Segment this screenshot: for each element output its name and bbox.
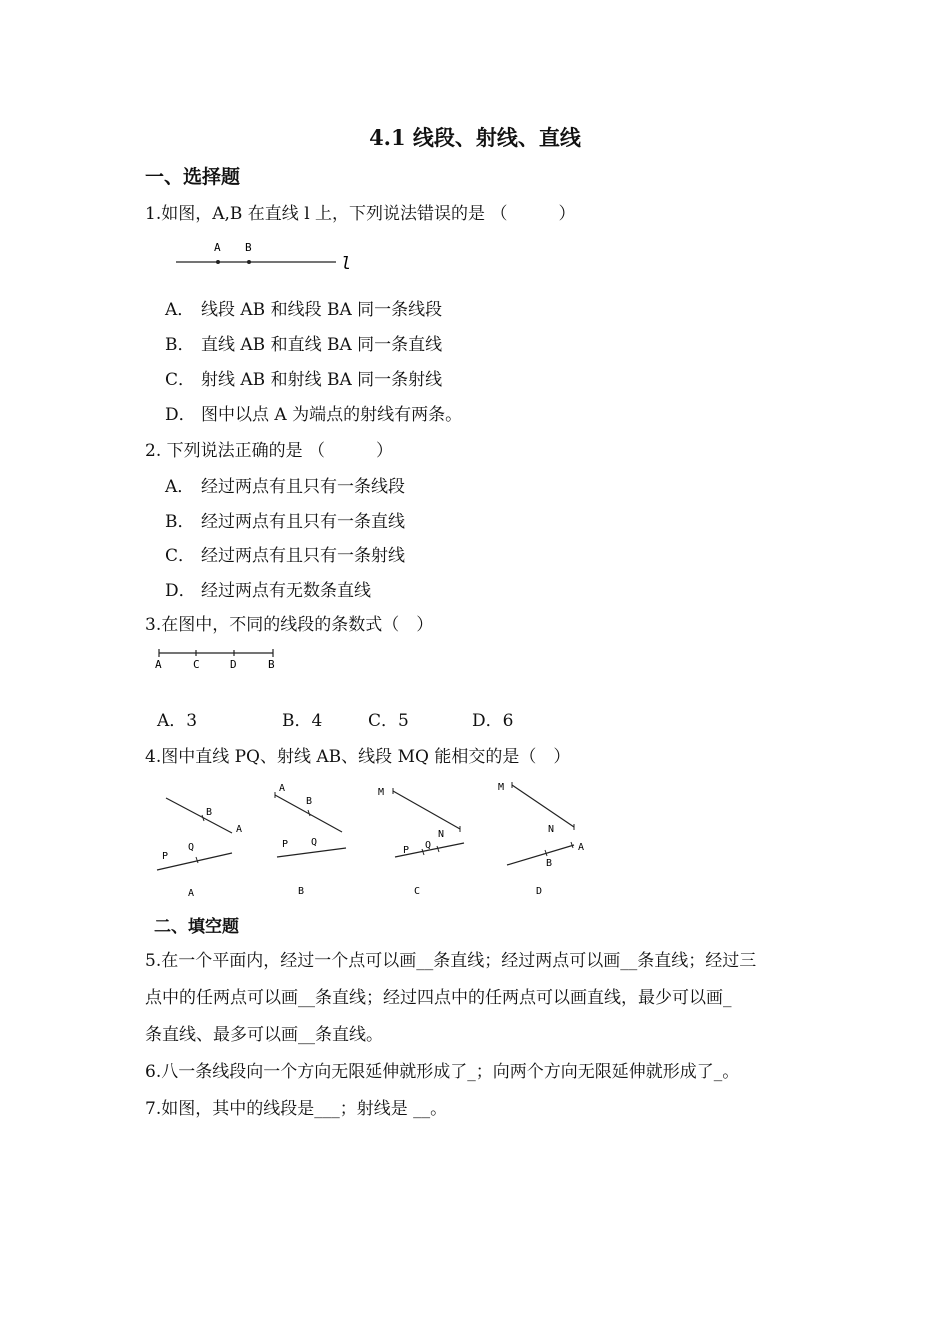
q4-caption-a: A bbox=[188, 888, 195, 899]
point-label-B: B bbox=[268, 658, 275, 671]
q2-option-a: A． 经过两点有且只有一条线段 bbox=[165, 477, 405, 497]
point-label-A: A bbox=[214, 241, 221, 254]
q4-panel-d bbox=[498, 782, 584, 897]
q3-option-a: A．3 bbox=[157, 711, 198, 731]
question-3-figure bbox=[150, 646, 290, 674]
question-5-line-2: 点中的任两点可以画__条直线；经过四点中的任两点可以画直线，最少可以画_ bbox=[145, 988, 732, 1008]
svg-text:N: N bbox=[438, 829, 445, 840]
question-5-line-1: 5.在一个平面内，经过一个点可以画__条直线；经过两点可以画__条直线；经过三 bbox=[145, 951, 757, 971]
svg-text:Q: Q bbox=[311, 837, 318, 848]
q2-option-d: D． 经过两点有无数条直线 bbox=[165, 581, 371, 601]
svg-text:M: M bbox=[378, 787, 385, 798]
svg-text:P: P bbox=[162, 851, 169, 862]
q1-option-d: D． 图中以点 A 为端点的射线有两条。 bbox=[165, 405, 463, 425]
svg-text:B: B bbox=[206, 807, 213, 818]
section-heading-choice: 一、选择题 bbox=[145, 166, 241, 188]
q4-caption-c: C bbox=[414, 886, 421, 897]
section-heading-fill: 二、填空题 bbox=[154, 917, 239, 937]
question-6: 6.八一条线段向一个方向无限延伸就形成了_；向两个方向无限延伸就形成了_。 bbox=[145, 1062, 740, 1082]
svg-text:A: A bbox=[236, 824, 243, 835]
q4-caption-b: B bbox=[298, 886, 305, 897]
q1-option-c: C． 射线 AB 和射线 BA 同一条射线 bbox=[165, 370, 443, 390]
q1-option-a: A． 线段 AB 和线段 BA 同一条线段 bbox=[165, 300, 443, 320]
point-label-D: D bbox=[230, 658, 237, 671]
question-1-figure bbox=[170, 238, 370, 274]
point-label-B: B bbox=[245, 241, 252, 254]
svg-text:M: M bbox=[498, 782, 505, 793]
page-title: 4.1 线段、射线、直线 bbox=[369, 125, 581, 150]
svg-text:P: P bbox=[282, 839, 289, 850]
q2-option-c: C． 经过两点有且只有一条射线 bbox=[165, 546, 405, 566]
q4-panel-c bbox=[378, 787, 464, 897]
svg-text:Q: Q bbox=[188, 842, 195, 853]
q3-option-b: B．4 bbox=[282, 711, 323, 731]
question-4-figure bbox=[150, 775, 600, 900]
point-label-C: C bbox=[193, 658, 200, 671]
q1-option-b: B． 直线 AB 和直线 BA 同一条直线 bbox=[165, 335, 443, 355]
point-label-A: A bbox=[155, 658, 162, 671]
q4-panel-a bbox=[157, 798, 242, 899]
question-1-stem: 1.如图，A,B 在直线 l 上，下列说法错误的是 （ ） bbox=[145, 204, 576, 224]
svg-text:N: N bbox=[548, 824, 555, 835]
line-label-l: l bbox=[341, 254, 352, 274]
question-3-stem: 3.在图中，不同的线段的条数式（ ） bbox=[145, 615, 434, 635]
svg-text:B: B bbox=[546, 858, 553, 869]
q4-caption-d: D bbox=[536, 886, 543, 897]
svg-text:B: B bbox=[306, 796, 313, 807]
q3-option-d: D．6 bbox=[472, 711, 514, 731]
question-2-stem: 2. 下列说法正确的是 （ ） bbox=[145, 441, 394, 461]
question-7: 7.如图，其中的线段是___；射线是 __。 bbox=[145, 1099, 448, 1119]
q4-panel-b bbox=[275, 783, 346, 897]
q2-option-b: B． 经过两点有且只有一条直线 bbox=[165, 512, 405, 532]
question-4-stem: 4.图中直线 PQ、射线 AB、线段 MQ 能相交的是（ ） bbox=[145, 747, 571, 767]
svg-text:A: A bbox=[279, 783, 286, 794]
svg-text:P: P bbox=[403, 845, 410, 856]
q3-option-c: C．5 bbox=[368, 711, 409, 731]
svg-text:A: A bbox=[578, 842, 585, 853]
svg-text:Q: Q bbox=[425, 840, 432, 851]
question-5-line-3: 条直线、最多可以画__条直线。 bbox=[145, 1025, 383, 1045]
